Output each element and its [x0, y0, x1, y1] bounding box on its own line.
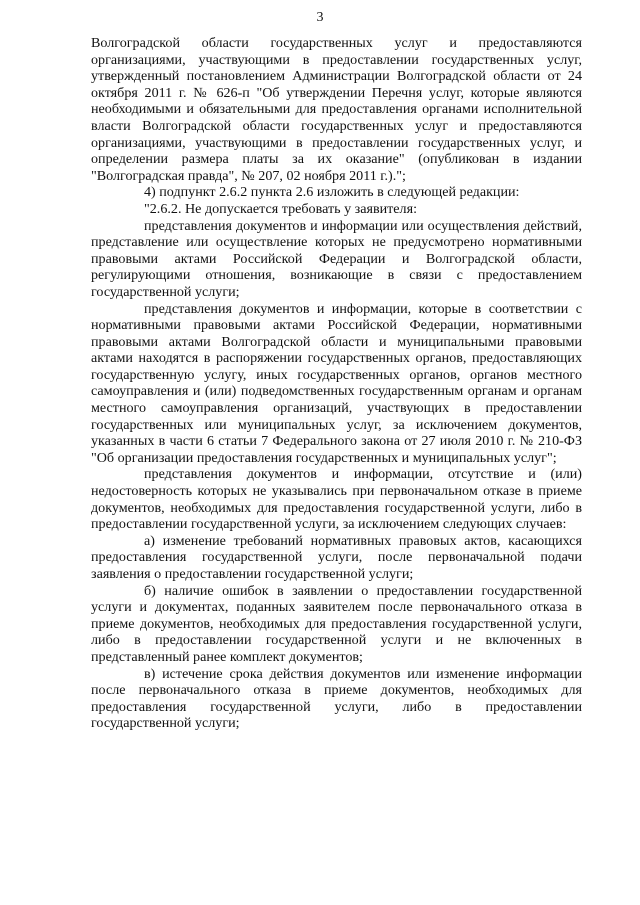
- paragraph-5: представления документов и информации, которые в соответствии с нормативными правовыми актами Российской Федерации, нормативными правовыми актами Волгоградской области и муниципальными правовыми актами находятся в распоряжении государственных органов, предоставляющих государственную услугу, иных государственных органов, органов местного самоуправления и (или) подведомственных государственным органам и органам местного самоуправления организаций, участвующих в предоставлении государственных или муниципальных услуг, за исключением документов, указанных в части 6 статьи 7 Федерального закона от 27 июля 2010 г. № 210-ФЗ "Об организации предоставления государственных и муниципальных услуг";: [91, 300, 582, 466]
- paragraph-item-b: б) наличие ошибок в заявлении о предоставлении государственной услуги и документах, поданных заявителем после первоначального отказа в приеме документов, необходимых для предоставления государственной услуги, либо в предоставлении государственной услуги и не включенных в представленный ранее комплект документов;: [91, 582, 582, 665]
- document-body: [91, 35, 582, 732]
- paragraph-1: Волгоградской области государственных услуг и предоставляются организациями, участвующими в предоставлении государственных услуг, утвержденный постановлением Администрации Волгоградской области от 24 октября 2011 г. № 626-п "Об утверждении Перечня услуг, которые являются необходимыми и обязательными для предоставления органами исполнительной власти Волгоградской области государственных услуг и предоставляются организациями, участвующими в предоставлении государственных услуг, и определении размера платы за их оказание" (опубликован в издании "Волгоградская правда", № 207, 02 ноября 2011 г.).";: [91, 35, 582, 184]
- paragraph-6: представления документов и информации, отсутствие и (или) недостоверность которых не указывались при первоначальном отказе в приеме документов, необходимых для предоставления государственной услуги, либо в предоставлении государственной услуги, за исключением следующих случаев:: [91, 466, 582, 533]
- paragraph-item-v: в) истечение срока действия документов или изменение информации после первоначального отказа в приеме документов, необходимых для предоставления государственной услуги, либо в предоставлении государственной услуги;: [91, 665, 582, 732]
- paragraph-2: 4) подпункт 2.6.2 пункта 2.6 изложить в следующей редакции:: [144, 184, 520, 201]
- paragraph-item-a: а) изменение требований нормативных правовых актов, касающихся предоставления государственной услуги, после первоначальной подачи заявления о предоставлении государственной услуги;: [91, 532, 582, 582]
- paragraph-3: "2.6.2. Не допускается требовать у заявителя:: [144, 200, 417, 217]
- paragraph-4: представления документов и информации или осуществления действий, представление или осуществление которых не предусмотрено нормативными правовыми актами Российской Федерации и Волгоградской области, регулирующими отношения, возникающие в связи с предоставлением государственной услуги;: [91, 217, 582, 300]
- page-number: 3: [316, 10, 324, 25]
